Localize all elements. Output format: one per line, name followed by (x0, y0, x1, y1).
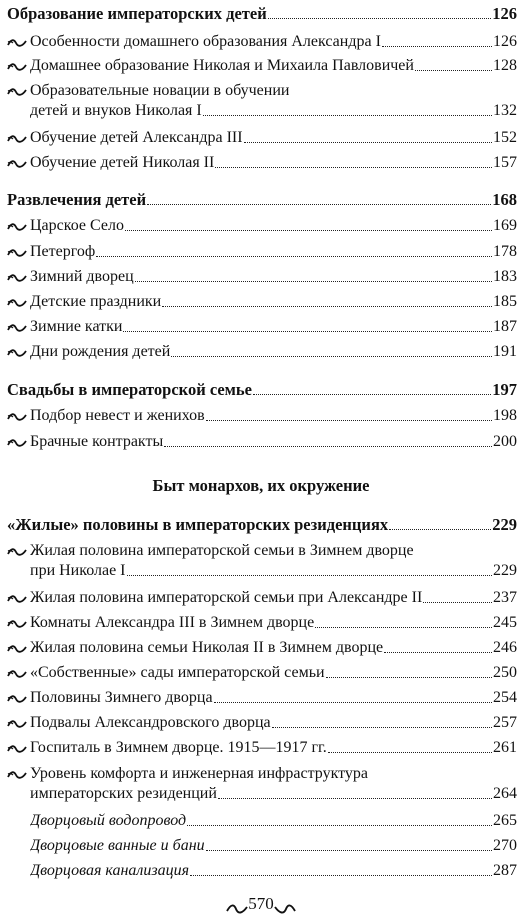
leader-dots (423, 602, 492, 603)
flourish-icon (7, 738, 30, 758)
page-number: 132 (493, 102, 517, 119)
leader-dots (164, 446, 492, 447)
toc-entry[interactable] (7, 153, 517, 173)
toc-entry-title: детей и внуков Николая I (30, 102, 202, 119)
leader-dots (389, 529, 491, 530)
toc-entry-title: императорских резиденций (30, 785, 217, 802)
toc-entry-title: Подвалы Александровского дворца (30, 714, 271, 731)
page-number: 187 (493, 318, 517, 335)
flourish-icon (7, 216, 30, 236)
flourish-icon (7, 32, 30, 52)
page-number: 185 (493, 293, 517, 310)
page-number: 178 (493, 243, 517, 260)
toc-entry[interactable] (7, 738, 517, 758)
toc-subentry-title: Дворцовая канализация (30, 862, 190, 879)
toc-entry-continuation[interactable] (30, 784, 517, 804)
toc-heading-title: Развлечения детей (7, 190, 147, 209)
toc-entry-title: Зимний дворец (30, 268, 134, 285)
page-number: 157 (493, 154, 517, 171)
leader-dots (162, 306, 492, 307)
toc-subentry[interactable] (30, 861, 517, 881)
page-number: 191 (493, 343, 517, 360)
page-number: 287 (493, 862, 517, 879)
page-number: 128 (493, 57, 517, 74)
flourish-icon (7, 242, 30, 262)
page-number: 229 (493, 562, 517, 579)
toc-heading[interactable] (7, 190, 517, 210)
toc-entry-title: Обучение детей Николая II (30, 154, 215, 171)
toc-entry-title: Особенности домашнего образования Александра I (30, 33, 381, 50)
toc-entry-title: Детские праздники (30, 293, 162, 310)
toc-entry[interactable] (7, 216, 517, 236)
leader-dots (244, 142, 492, 143)
flourish-icon (7, 638, 30, 658)
toc-entry[interactable] (7, 56, 517, 76)
toc-entry-title: Зимние катки (30, 318, 123, 335)
toc-entry[interactable] (7, 613, 517, 633)
folio-number: 570 (248, 894, 274, 913)
toc-subentry[interactable] (30, 836, 517, 856)
toc-entry-title: Обучение детей Александра III (30, 129, 243, 146)
toc-entry[interactable] (7, 81, 517, 101)
toc-entry[interactable] (7, 292, 517, 312)
page-number: 152 (493, 129, 517, 146)
page-number: 197 (492, 380, 517, 399)
flourish-icon (7, 406, 30, 426)
toc-entry-title: Комнаты Александра III в Зимнем дворце (30, 614, 315, 631)
leader-dots (147, 204, 491, 205)
toc-entry[interactable] (7, 638, 517, 658)
toc-heading-title: Свадьбы в императорской семье (7, 380, 252, 399)
page-number: 265 (493, 812, 517, 829)
page-number: 257 (493, 714, 517, 731)
leader-dots (272, 727, 492, 728)
flourish-icon (7, 713, 30, 733)
page-number: 168 (492, 190, 517, 209)
page-folio (0, 893, 522, 915)
leader-dots (384, 652, 492, 653)
page-number: 198 (493, 407, 517, 424)
page-number: 126 (492, 4, 517, 23)
leader-dots (125, 230, 492, 231)
toc-subentry[interactable] (30, 811, 517, 831)
leader-dots (171, 356, 492, 357)
toc-entry[interactable] (7, 342, 517, 362)
toc-entry[interactable] (7, 713, 517, 733)
toc-entry-title: Жилая половина императорской семьи в Зимнем дворце (30, 542, 414, 559)
leader-dots (326, 677, 492, 678)
toc-entry-title: Жилая половина императорской семьи при Александре II (30, 589, 423, 606)
toc-entry-title: Жилая половина семьи Николая II в Зимнем дворце (30, 639, 384, 656)
toc-entry[interactable] (7, 688, 517, 708)
flourish-icon (7, 688, 30, 708)
leader-dots (206, 850, 492, 851)
toc-heading[interactable] (7, 515, 517, 535)
toc-entry[interactable] (7, 406, 517, 426)
toc-entry[interactable] (7, 663, 517, 683)
page-number: 270 (493, 837, 517, 854)
page-number: 126 (493, 33, 517, 50)
toc-entry-title: Дни рождения детей (30, 343, 171, 360)
page-number: 169 (493, 217, 517, 234)
flourish-icon (226, 899, 248, 911)
leader-dots (190, 875, 492, 876)
toc-entry[interactable] (7, 128, 517, 148)
toc-entry-title: Госпиталь в Зимнем дворце. 1915—1917 гг. (30, 739, 327, 756)
flourish-icon (7, 663, 30, 683)
leader-dots (214, 702, 492, 703)
toc-entry-title: Образовательные новации в обучении (30, 82, 290, 99)
toc-entry-title: Царское Село (30, 217, 124, 234)
section-heading: Быт монархов, их окружение (152, 476, 370, 495)
toc-entry-title: Подбор невест и женихов (30, 407, 205, 424)
flourish-icon (7, 613, 30, 633)
leader-dots (268, 18, 492, 19)
toc-entry[interactable] (7, 317, 517, 337)
flourish-icon (7, 128, 30, 148)
toc-subentry-title: Дворцовый водопровод (30, 812, 187, 829)
toc-entry-title: при Николае I (30, 562, 126, 579)
toc-entry-title: «Собственные» сады императорской семьи (30, 664, 325, 681)
leader-dots (328, 752, 492, 753)
flourish-icon (7, 267, 30, 287)
flourish-icon (7, 317, 30, 337)
flourish-icon (7, 56, 30, 76)
page-number: 261 (493, 739, 517, 756)
leader-dots (215, 167, 492, 168)
toc-subentry-title: Дворцовые ванные и бани (30, 837, 205, 854)
leader-dots (96, 256, 492, 257)
page-number: 183 (493, 268, 517, 285)
flourish-icon (7, 81, 30, 101)
flourish-icon (7, 541, 30, 561)
flourish-icon (7, 588, 30, 608)
page-number: 264 (493, 785, 517, 802)
leader-dots (203, 115, 492, 116)
toc-entry-title: Половины Зимнего дворца (30, 689, 213, 706)
leader-dots (218, 798, 492, 799)
toc-entry[interactable] (7, 541, 517, 561)
leader-dots (315, 627, 492, 628)
leader-dots (382, 46, 492, 47)
page-number: 254 (493, 689, 517, 706)
page-number: 200 (493, 433, 517, 450)
page-number: 229 (492, 515, 517, 534)
toc-entry[interactable] (7, 267, 517, 287)
page-number: 237 (493, 589, 517, 606)
leader-dots (127, 575, 492, 576)
leader-dots (123, 331, 492, 332)
toc-entry-title: Уровень комфорта и инженерная инфраструктура (30, 765, 369, 782)
flourish-icon (7, 292, 30, 312)
page-number: 245 (493, 614, 517, 631)
leader-dots (253, 394, 491, 395)
toc-entry[interactable] (7, 764, 517, 784)
toc-entry[interactable] (7, 432, 517, 452)
toc-heading-title: «Жилые» половины в императорских резиденциях (7, 515, 389, 534)
page-number: 246 (493, 639, 517, 656)
toc-heading[interactable] (7, 380, 517, 400)
toc-entry-title: Домашнее образование Николая и Михаила Павловичей (30, 57, 414, 74)
toc-entry[interactable] (7, 32, 517, 52)
toc-heading-title: Образование императорских детей (7, 4, 267, 23)
flourish-icon (7, 153, 30, 173)
flourish-icon (7, 432, 30, 452)
toc-entry[interactable] (7, 588, 517, 608)
leader-dots (206, 420, 492, 421)
flourish-icon (274, 899, 296, 911)
page-number: 250 (493, 664, 517, 681)
toc-entry-continuation[interactable] (30, 101, 517, 121)
leader-dots (415, 70, 492, 71)
flourish-icon (7, 342, 30, 362)
toc-heading[interactable] (7, 4, 517, 24)
toc-entry[interactable] (7, 242, 517, 262)
leader-dots (187, 825, 492, 826)
leader-dots (135, 281, 492, 282)
toc-entry-title: Брачные контракты (30, 433, 164, 450)
toc-entry-continuation[interactable] (30, 561, 517, 581)
toc-entry-title: Петергоф (30, 243, 96, 260)
flourish-icon (7, 764, 30, 784)
